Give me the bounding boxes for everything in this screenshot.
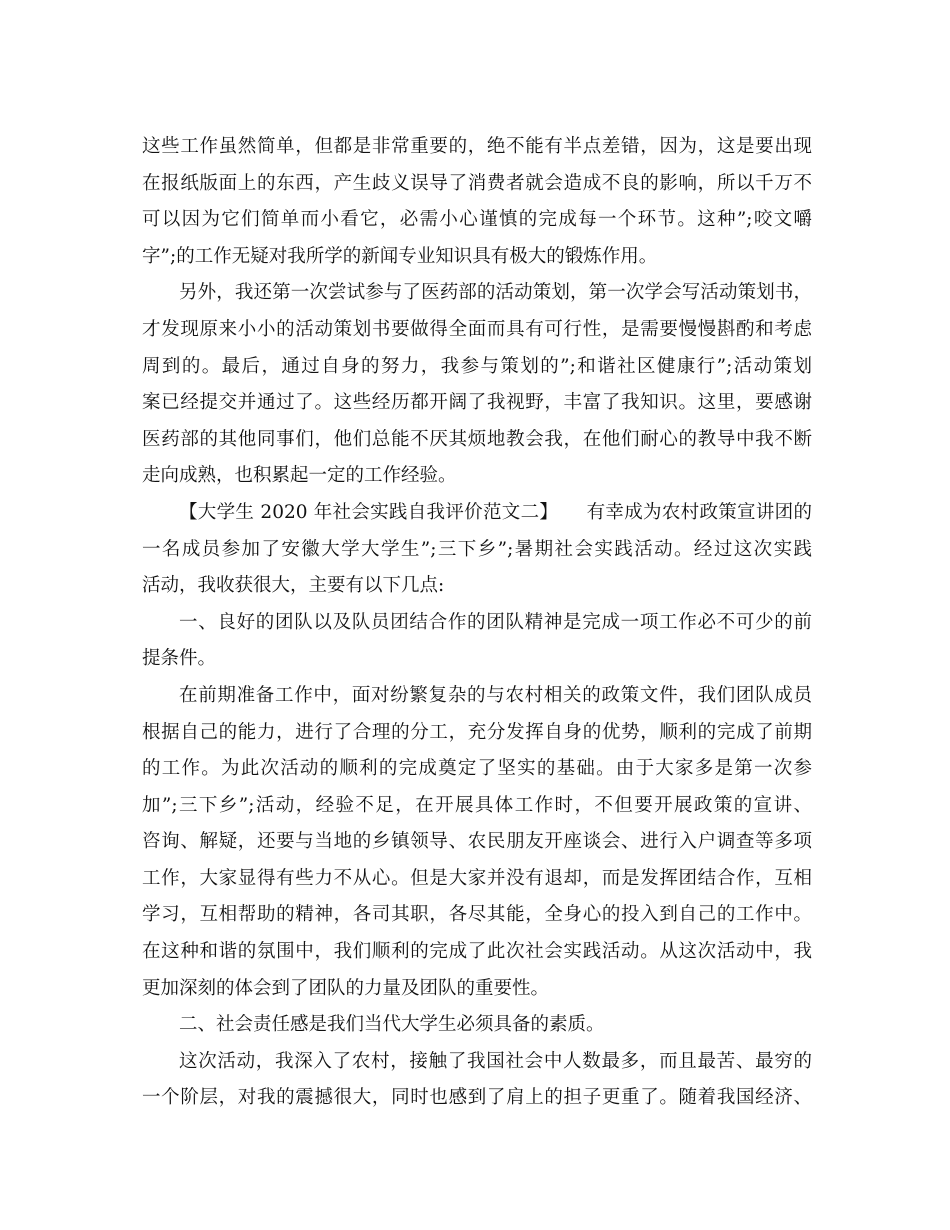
text-line: 在这种和谐的氛围中，我们顺利的完成了此次社会实践活动。从这次活动中，我 <box>142 941 812 963</box>
text-line: 周到的。最后，通过自身的努力，我参与策划的”;和谐社区健康行”;活动策划 <box>142 355 812 377</box>
text-line: 活动，我收获很大，主要有以下几点: <box>142 575 445 597</box>
paragraph-first-line: 这次活动，我深入了农村，接触了我国社会中人数最多，而且最苦、最穷的 <box>179 1050 812 1072</box>
text-line: 走向成熟，也积累起一定的工作经验。 <box>142 465 457 487</box>
text-line: 字”;的工作无疑对我所学的新闻专业知识具有极大的锻炼作用。 <box>142 245 658 267</box>
text-line: 学习，互相帮助的精神，各司其职，各尽其能，全身心的投入到自己的工作中。 <box>142 904 812 926</box>
text-line: 才发现原来小小的活动策划书要做得全面而具有可行性，是需要慢慢斟酌和考虑 <box>142 318 812 340</box>
text-line: 工作，大家显得有些力不从心。但是大家并没有退却，而是发挥团结合作，互相 <box>142 867 812 889</box>
text-line: 医药部的其他同事们，他们总能不厌其烦地教会我，在他们耐心的教导中我不断 <box>142 428 812 450</box>
paragraph-first-line: 二、社会责任感是我们当代大学生必须具备的素质。 <box>179 1014 605 1036</box>
paragraph-first-line: 另外，我还第一次尝试参与了医药部的活动策划，第一次学会写活动策划书， <box>179 282 812 304</box>
text-line: 的工作。为此次活动的顺利的完成奠定了坚实的基础。由于大家多是第一次参 <box>142 758 812 780</box>
text-line: 加”;三下乡”;活动，经验不足，在开展具体工作时，不但要开展政策的宣讲、 <box>142 794 812 816</box>
paragraph-first-line: 一、良好的团队以及队员团结合作的团队精神是完成一项工作必不可少的前 <box>179 611 812 633</box>
section-heading-line: 【大学生 2020 年社会实践自我评价范文二】 有幸成为农村政策宣讲团的 <box>179 501 812 523</box>
text-line: 根据自己的能力，进行了合理的分工，充分发挥自身的优势，顺利的完成了前期 <box>142 721 812 743</box>
text-line: 一个阶层，对我的震撼很大，同时也感到了肩上的担子更重了。随着我国经济、 <box>142 1087 812 1109</box>
text-line: 这些工作虽然简单，但都是非常重要的，绝不能有半点差错，因为，这是要出现 <box>142 136 812 157</box>
text-line: 提条件。 <box>142 648 217 670</box>
text-line: 可以因为它们简单而小看它，必需小心谨慎的完成每一个环节。这种”;咬文嚼 <box>142 209 812 231</box>
text-line: 案已经提交并通过了。这些经历都开阔了我视野，丰富了我知识。这里，要感谢 <box>142 392 812 414</box>
text-line: 一名成员参加了安徽大学大学生”;三下乡”;暑期社会实践活动。经过这次实践 <box>142 538 812 560</box>
document-page <box>142 129 812 1117</box>
paragraph-first-line: 在前期准备工作中，面对纷繁复杂的与农村相关的政策文件，我们团队成员 <box>179 684 812 706</box>
text-line: 更加深刻的体会到了团队的力量及团队的重要性。 <box>142 977 550 999</box>
text-line: 咨询、解疑，还要与当地的乡镇领导、农民朋友开座谈会、进行入户调查等多项 <box>142 831 812 853</box>
text-line: 在报纸版面上的东西，产生歧义误导了消费者就会造成不良的影响，所以千万不 <box>142 172 812 194</box>
